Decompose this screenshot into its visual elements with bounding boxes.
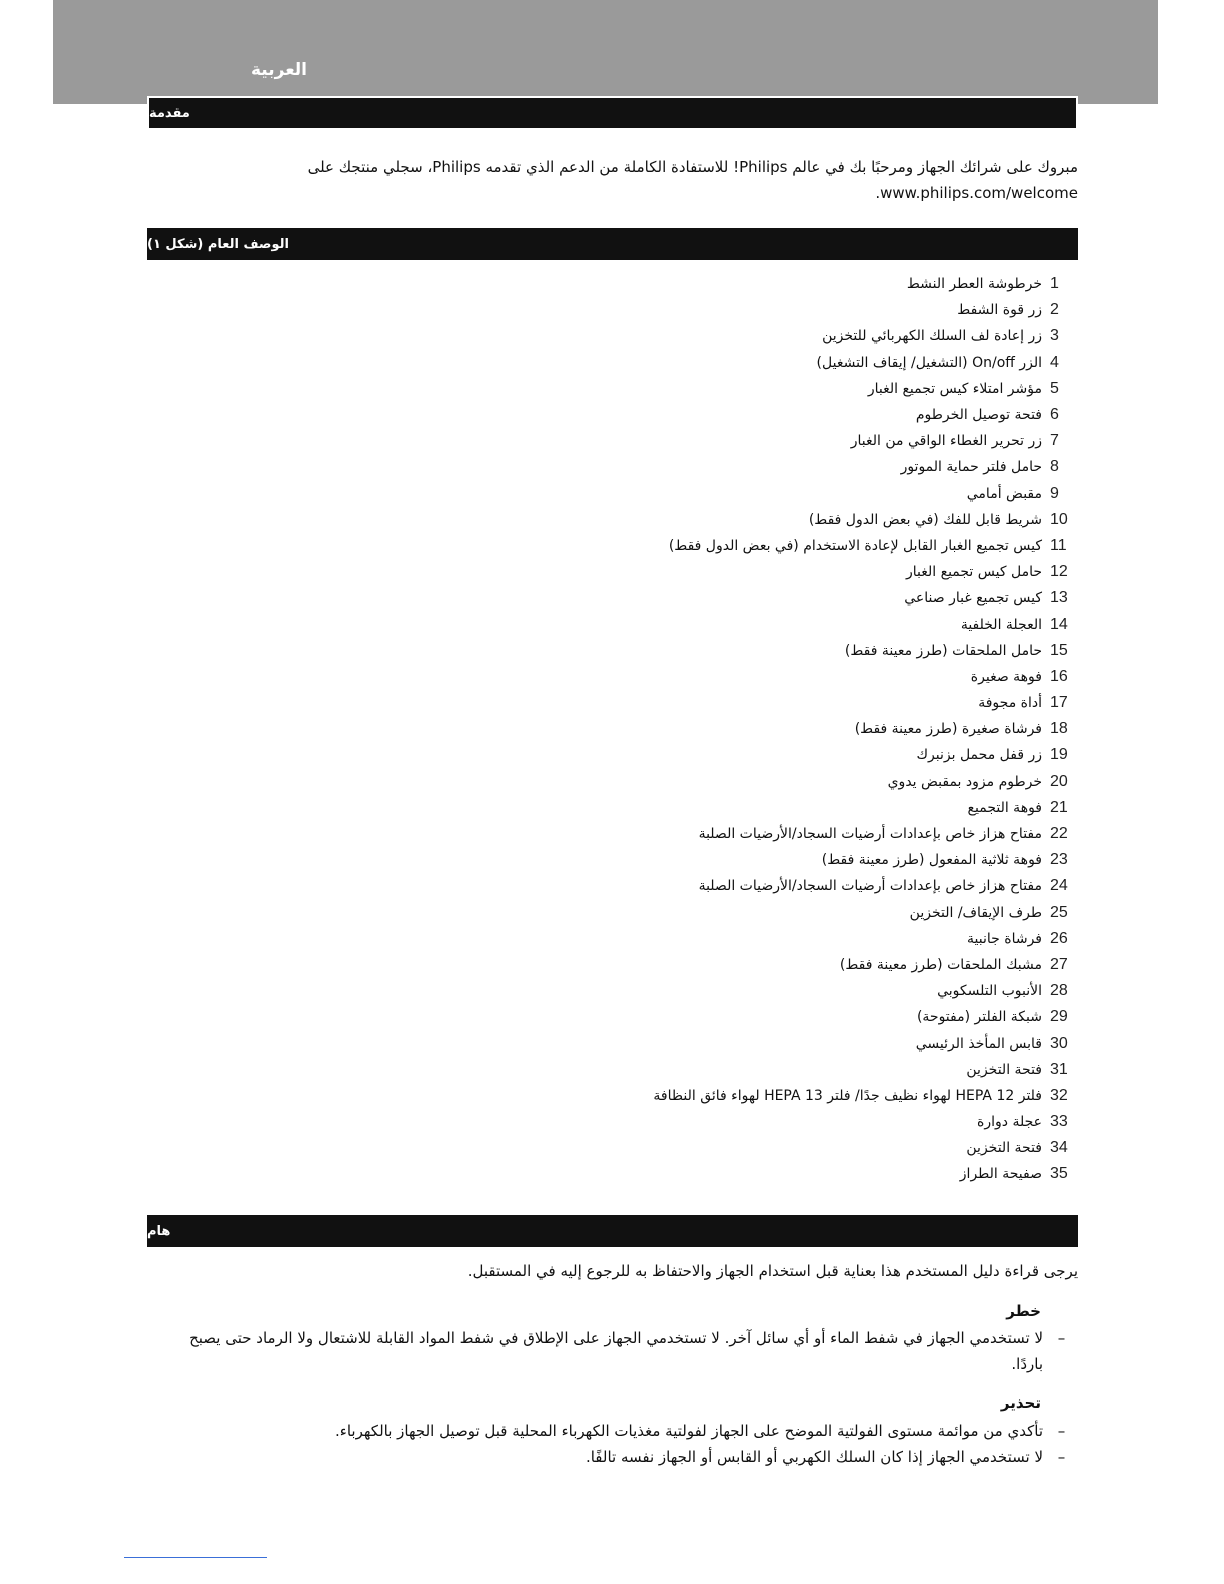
description-item-number: 22 [1050, 825, 1068, 843]
dash-bullet: – [1057, 1448, 1066, 1466]
description-item-text: كيس تجميع الغبار القابل لإعادة الاستخدام (في بعض الدول فقط) [668, 537, 1042, 554]
description-item-text: فرشاة جانبية [967, 930, 1042, 947]
description-item [378, 638, 1078, 664]
footer-divider [124, 1557, 267, 1558]
warning-item-text: لا تستخدمي الجهاز إذا كان السلك الكهربي أو القابس أو الجهاز نفسه تالفًا. [585, 1448, 1043, 1466]
description-item-number: 4 [1050, 353, 1059, 371]
description-item-number: 1 [1050, 275, 1059, 293]
description-item-text: كيس تجميع غبار صناعي [904, 590, 1042, 607]
description-list [378, 271, 1078, 1188]
description-item [378, 1109, 1078, 1135]
description-item-text: مفتاح هزاز خاص بإعدادات أرضيات السجاد/الأرضيات الصلبة [698, 878, 1042, 895]
description-item-number: 17 [1050, 694, 1068, 712]
language-label: العربية [251, 60, 308, 80]
description-item [378, 716, 1078, 742]
description-item-number: 5 [1050, 379, 1059, 397]
description-item [378, 926, 1078, 952]
description-item-text: زر قفل محمل بزنبرك [916, 747, 1042, 764]
description-item-text: مؤشر امتلاء كيس تجميع الغبار [867, 380, 1042, 397]
description-item-number: 14 [1050, 615, 1068, 633]
description-item-text: فرشاة صغيرة (طرز معينة فقط) [854, 721, 1042, 738]
description-item [378, 350, 1078, 376]
description-item-number: 12 [1050, 563, 1068, 581]
description-item-text: طرف الإيقاف/ التخزين [909, 904, 1042, 921]
description-item [378, 742, 1078, 768]
description-item [378, 585, 1078, 611]
description-item-text: خرطوم مزود بمقبض يدوي [887, 773, 1042, 790]
description-item [378, 1083, 1078, 1109]
description-item-text: فتحة التخزين [966, 1061, 1042, 1078]
description-item-number: 13 [1050, 589, 1068, 607]
description-item-number: 24 [1050, 877, 1068, 895]
description-item-number: 18 [1050, 720, 1068, 738]
description-item-text: أداة مجوفة [978, 695, 1042, 712]
description-item-number: 9 [1050, 484, 1059, 502]
description-item [378, 323, 1078, 349]
dash-bullet: – [1057, 1329, 1066, 1347]
description-heading: الوصف العام (شكل ١) [147, 236, 289, 252]
description-item-number: 19 [1050, 746, 1068, 764]
description-item [378, 900, 1078, 926]
description-item [378, 1004, 1078, 1030]
description-item [378, 611, 1078, 637]
description-item-number: 26 [1050, 929, 1068, 947]
warning-heading: تحذير [1000, 1394, 1041, 1412]
description-item-number: 35 [1050, 1165, 1068, 1183]
description-item-text: شبكة الفلتر (مفتوحة) [916, 1009, 1042, 1026]
description-heading-bar [147, 228, 1078, 260]
description-item-text: خرطوشة العطر النشط [906, 276, 1042, 293]
description-item-text: فتحة التخزين [966, 1140, 1042, 1157]
description-item-text: زر تحرير الغطاء الواقي من الغبار [850, 433, 1042, 450]
description-item [378, 454, 1078, 480]
warning-item [150, 1444, 1080, 1470]
description-item-number: 10 [1050, 510, 1068, 528]
description-item [378, 1135, 1078, 1161]
description-item [378, 769, 1078, 795]
description-item [378, 1057, 1078, 1083]
description-item [378, 559, 1078, 585]
description-item-number: 33 [1050, 1113, 1068, 1131]
warning-item [150, 1418, 1080, 1444]
description-item-text: مقبض أمامي [966, 485, 1042, 502]
description-item [378, 821, 1078, 847]
description-item-text: فوهة ثلاثية المفعول (طرز معينة فقط) [821, 852, 1042, 869]
intro-heading: مقدمة [149, 105, 190, 121]
description-item [378, 952, 1078, 978]
description-item-text: فوهة التجميع [967, 799, 1042, 816]
intro-paragraph: مبروك على شرائك الجهاز ومرحبًا بك في عالم Philips! للاستفادة الكاملة من الدعم الذي تقدمه Philips، سجلي منتجك على www.philips.com/welcome. [307, 158, 1078, 202]
description-item [378, 873, 1078, 899]
description-item-number: 25 [1050, 903, 1068, 921]
description-item [378, 1030, 1078, 1056]
description-item-text: العجلة الخلفية [960, 616, 1042, 633]
warning-item-text: تأكدي من موائمة مستوى الفولتية الموضح على الجهاز لفولتية مغذيات الكهرباء المحلية قبل توصيل الجهاز بالكهرباء. [335, 1422, 1043, 1440]
important-paragraph: يرجى قراءة دليل المستخدم هذا بعناية قبل استخدام الجهاز والاحتفاظ به للرجوع إليه في المستقبل. [467, 1262, 1078, 1280]
description-item-number: 31 [1050, 1060, 1068, 1078]
description-item-text: حامل كيس تجميع الغبار [906, 564, 1042, 581]
description-item-number: 21 [1050, 798, 1068, 816]
description-item-text: قابس المأخذ الرئيسي [915, 1035, 1042, 1052]
description-item-text: الزر On/off (التشغيل/ إيقاف التشغيل) [816, 354, 1042, 371]
header-bar [53, 0, 1158, 104]
description-item [378, 978, 1078, 1004]
dash-bullet: – [1057, 1422, 1066, 1440]
description-item-number: 8 [1050, 458, 1059, 476]
description-item-number: 32 [1050, 1086, 1068, 1104]
description-item [378, 402, 1078, 428]
description-item-text: زر إعادة لف السلك الكهربائي للتخزين [822, 328, 1042, 345]
description-item-text: الأنبوب التلسكوبي [937, 983, 1042, 1000]
description-item-text: شريط قابل للفك (في بعض الدول فقط) [808, 511, 1042, 528]
description-item [378, 533, 1078, 559]
description-item-text: فتحة توصيل الخرطوم [915, 407, 1042, 424]
description-item-number: 15 [1050, 641, 1068, 659]
description-item-text: فوهة صغيرة [970, 668, 1042, 685]
description-item-number: 16 [1050, 667, 1068, 685]
description-item-number: 6 [1050, 406, 1059, 424]
description-item-number: 28 [1050, 982, 1068, 1000]
danger-item-text: لا تستخدمي الجهاز في شفط الماء أو أي سائل آخر. لا تستخدمي الجهاز على الإطلاق في شفط المواد القابلة للاشتعال ولا الرماد حتى يصبح باردًا. [189, 1329, 1043, 1373]
description-item [378, 376, 1078, 402]
description-item-text: فلتر HEPA 12 لهواء نظيف جدًا/ فلتر HEPA 13 لهواء فائق النظافة [653, 1087, 1042, 1104]
description-item [378, 297, 1078, 323]
description-item [378, 795, 1078, 821]
description-item [378, 847, 1078, 873]
description-item-text: عجلة دوارة [977, 1114, 1042, 1131]
intro-heading-bar [147, 96, 1078, 130]
description-item-number: 23 [1050, 851, 1068, 869]
description-item [378, 507, 1078, 533]
description-item [378, 690, 1078, 716]
description-item-text: صفيحة الطراز [959, 1166, 1042, 1183]
description-item [378, 481, 1078, 507]
description-item [378, 271, 1078, 297]
important-heading-bar [147, 1215, 1078, 1247]
description-item-text: حامل فلتر حماية الموتور [900, 459, 1042, 476]
important-heading: هام [147, 1223, 171, 1239]
description-item-text: حامل الملحقات (طرز معينة فقط) [844, 642, 1042, 659]
description-item-text: زر قوة الشفط [957, 302, 1042, 319]
description-item-text: مفتاح هزاز خاص بإعدادات أرضيات السجاد/الأرضيات الصلبة [698, 826, 1042, 843]
description-item-text: مشبك الملحقات (طرز معينة فقط) [839, 956, 1042, 973]
description-item-number: 2 [1050, 301, 1059, 319]
description-item-number: 7 [1050, 432, 1059, 450]
description-item-number: 30 [1050, 1034, 1068, 1052]
description-item [378, 428, 1078, 454]
description-item-number: 11 [1050, 536, 1067, 554]
description-item-number: 29 [1050, 1008, 1068, 1026]
description-item-number: 20 [1050, 772, 1068, 790]
description-item-number: 34 [1050, 1139, 1068, 1157]
description-item [378, 664, 1078, 690]
description-item-number: 27 [1050, 955, 1068, 973]
description-item-number: 3 [1050, 327, 1059, 345]
danger-heading: خطر [1006, 1302, 1041, 1320]
description-item [378, 1161, 1078, 1187]
danger-item [150, 1325, 1080, 1377]
